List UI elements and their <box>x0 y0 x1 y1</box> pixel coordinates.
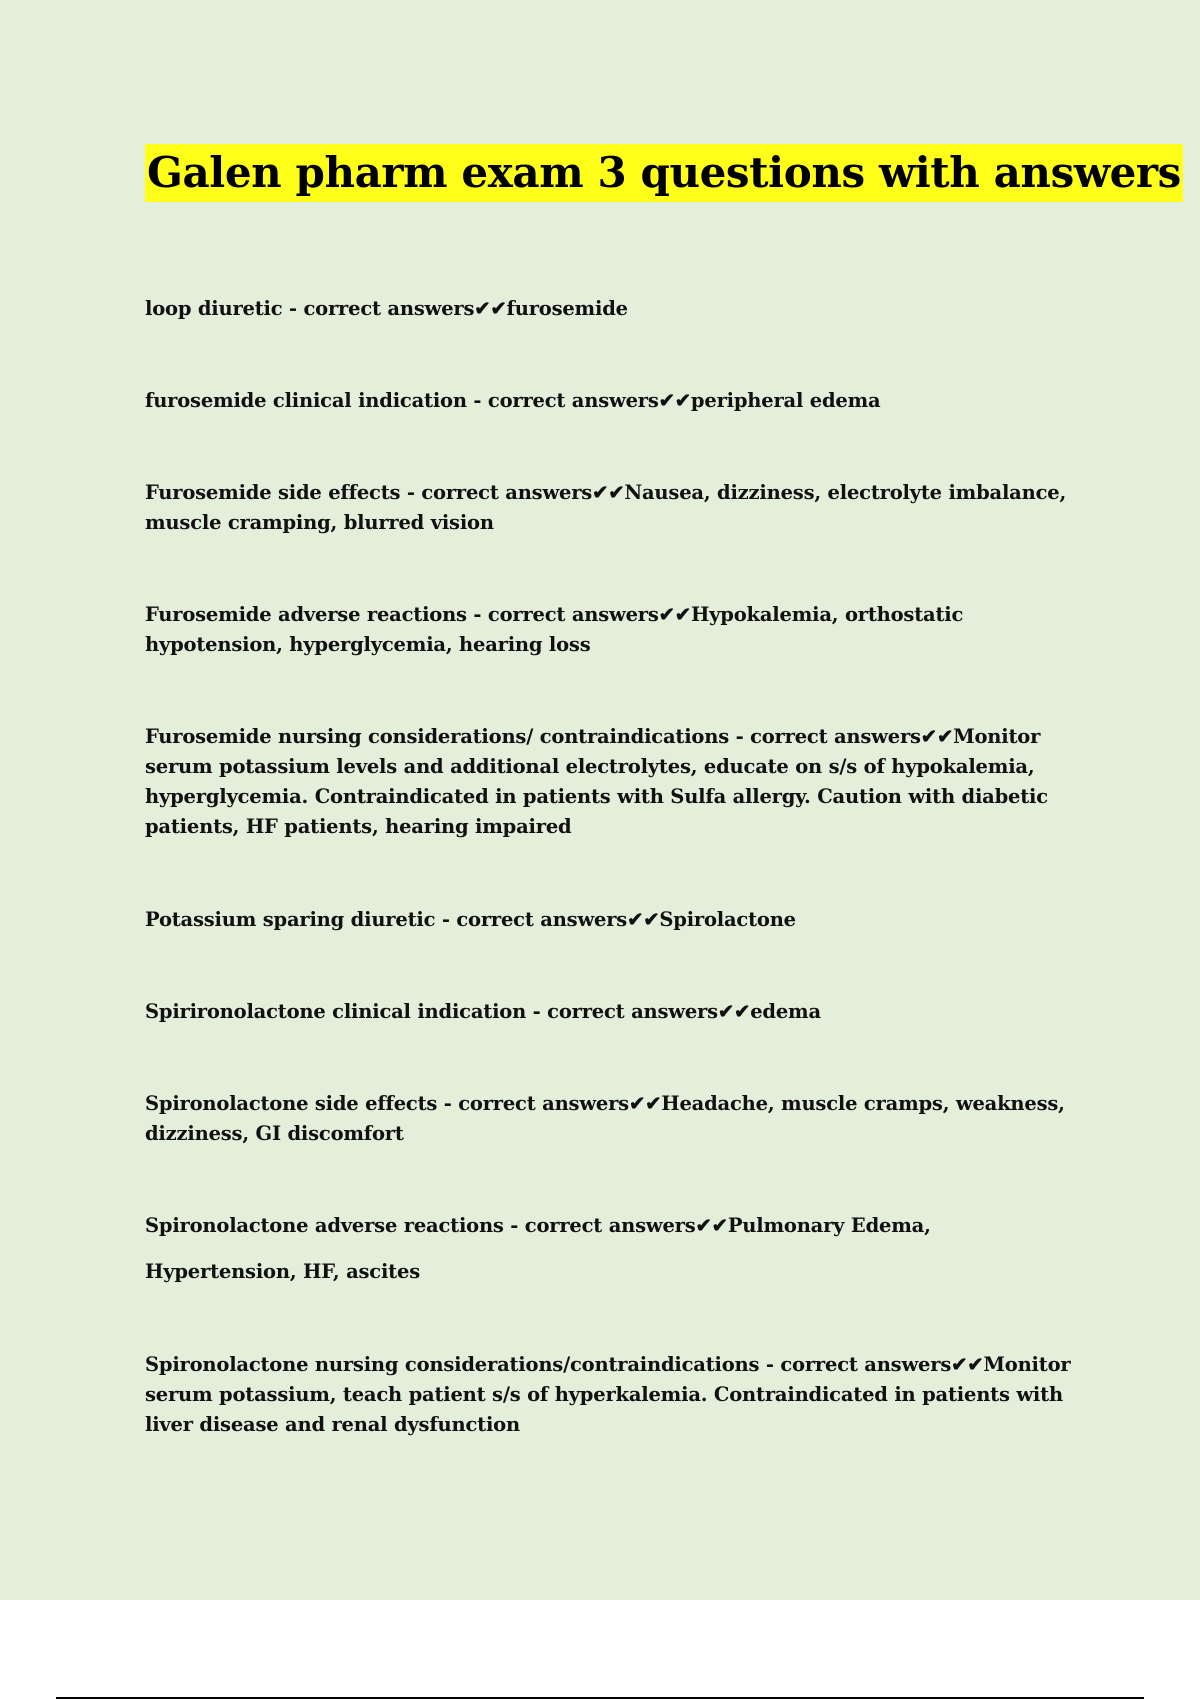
qa-separator: - correct answers✔✔ <box>729 725 954 748</box>
qa-question: Furosemide adverse reactions <box>145 603 467 626</box>
footer-divider <box>56 1697 1144 1699</box>
qa-answer: Pulmonary Edema, <box>727 1214 931 1237</box>
qa-item <box>145 600 1075 660</box>
qa-question: Furosemide nursing considerations/ contraindications <box>145 725 729 748</box>
qa-answer: furosemide <box>506 297 628 320</box>
qa-separator: - correct answers✔✔ <box>466 603 691 626</box>
qa-separator: - correct answers✔✔ <box>503 1214 728 1237</box>
qa-answer: Headache, muscle cramps, weakness, dizziness, GI discomfort <box>145 1092 1065 1145</box>
qa-answer: Nausea, dizziness, electrolyte imbalance, muscle cramping, blurred vision <box>145 481 1067 534</box>
qa-question: Spirironolactone clinical indication <box>145 1000 527 1023</box>
title-container <box>145 144 1183 202</box>
qa-separator: - correct answers✔✔ <box>435 908 660 931</box>
qa-question: Spironolactone side effects <box>145 1092 438 1115</box>
qa-item <box>145 294 1075 324</box>
qa-item <box>145 1089 1075 1149</box>
qa-item <box>145 1350 1075 1440</box>
qa-separator: - correct answers✔✔ <box>466 389 691 412</box>
qa-question: Spironolactone nursing considerations/contraindications <box>145 1353 760 1376</box>
qa-separator: - correct answers✔✔ <box>437 1092 662 1115</box>
qa-question: furosemide clinical indication <box>145 389 467 412</box>
qa-separator: - correct answers✔✔ <box>282 297 507 320</box>
qa-answer-continuation: Hypertension, HF, ascites <box>145 1260 420 1283</box>
qa-answer: Monitor serum potassium levels and additional electrolytes, educate on s/s of hypokalemia, hyperglycemia. Contraindicated in patients with Sulfa allergy. Caution with diabetic patients, HF patients, hearing impaired <box>145 725 1048 838</box>
qa-item <box>145 905 1075 935</box>
qa-answer: Hypokalemia, orthostatic hypotension, hyperglycemia, hearing loss <box>145 603 964 656</box>
qa-separator: - correct answers✔✔ <box>759 1353 984 1376</box>
qa-answer: peripheral edema <box>690 389 881 412</box>
qa-answer: Monitor serum potassium, teach patient s/s of hyperkalemia. Contraindicated in patients with liver disease and renal dysfunction <box>145 1353 1071 1436</box>
qa-question: Furosemide side effects <box>145 481 401 504</box>
qa-separator: - correct answers✔✔ <box>400 481 625 504</box>
qa-question: Potassium sparing diuretic <box>145 908 436 931</box>
qa-question: loop diuretic <box>145 297 283 320</box>
qa-item <box>145 1211 1075 1287</box>
qa-answer: Spirolactone <box>659 908 796 931</box>
qa-item <box>145 997 1075 1027</box>
qa-question: Spironolactone adverse reactions <box>145 1214 504 1237</box>
document-title: Galen pharm exam 3 questions with answers <box>145 144 1183 202</box>
qa-item <box>145 478 1075 538</box>
qa-item <box>145 386 1075 416</box>
qa-item <box>145 722 1075 842</box>
qa-separator: - correct answers✔✔ <box>526 1000 751 1023</box>
qa-answer: edema <box>750 1000 821 1023</box>
